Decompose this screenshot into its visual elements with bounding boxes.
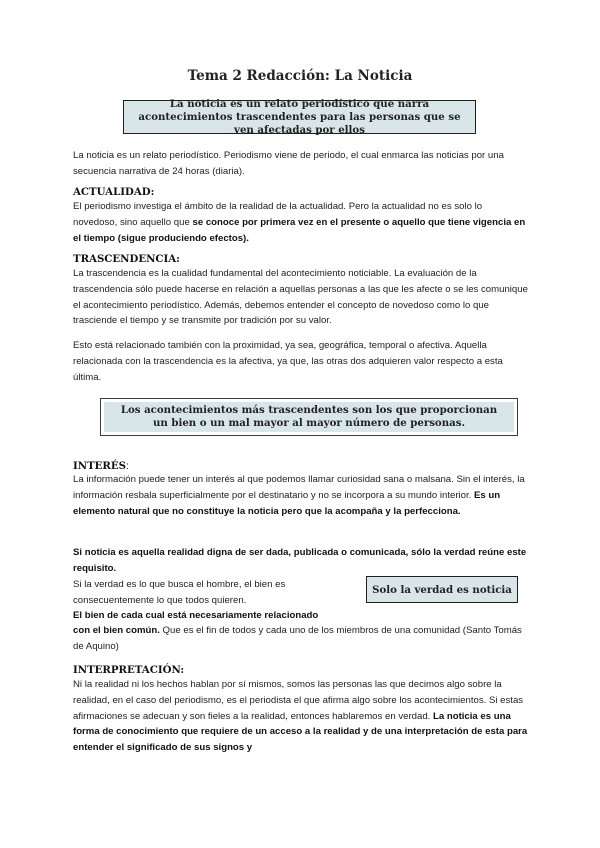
intro-paragraph: La noticia es un relato periodístico. Periodismo viene de periodo, el cual enmarca las noticias por una secuencia narrativa de 24 horas (diaria). [73,150,504,177]
interes-heading-text: INTERÉS [73,460,127,472]
interes-bold: Es un elemento natural que no constituye la noticia pero que la acompaña y la perfecciona. [73,489,501,517]
verdad-paragraph-tail [73,623,528,655]
verdad-bold-paragraph [73,545,528,577]
verdad-bold-2: El bien de cada cual está necesariamente relacionado [73,610,319,621]
actualidad-bold: se conoce por primera vez en el presente o aquello que tiene vigencia en el tiempo (sigue produciendo efectos). [73,216,526,244]
quote-box-text: Los acontecimientos más trascendentes son los que proporcionan un bien o un mal mayor al mayor número de personas. [104,402,514,432]
definition-box: La noticia es un relato periodístico que narra acontecimientos trascendentes para las personas que se ven afectadas por ellos [123,100,476,134]
actualidad-text: El periodismo investiga el ámbito de la realidad de la actualidad. Pero la actualidad no es solo lo novedoso, sino aquello que [73,201,483,228]
verdad-line-2: Si la verdad es lo que busca el hombre, el bien es [73,579,286,590]
trascendencia-paragraph-1: La trascendencia es la cualidad fundamental del acontecimiento noticiable. La evaluación de la trascendencia sólo puede hacerse en relación a aquellas personas a las que les afecte o se les comunique el acontecimiento periodístico. Además, debemos entender el concepto de novedoso como lo que trasciende el tiempo y se transmite por tradición por su valor. [73,268,528,327]
trascendencia-paragraph-2: Esto está relacionado también con la proximidad, ya sea, geográfica, temporal o afectiva. Aquella relacionada con la trascendencia es la afectiva, ya que, las otras dos adquieren valor respecto a esta última. [73,340,503,383]
page-title: Tema 2 Redacción: La Noticia [187,68,413,84]
verdad-bold-3: con el bien común. [73,625,160,636]
interpretacion-bold: La noticia es una forma de conocimiento que requiere de un acceso a la realidad y de una interpretación de esta para entender el significado de sus signos y [73,710,528,754]
interes-paragraph [73,472,528,519]
verdad-bold-1: Si noticia es aquella realidad digna de ser dada, publicada o comunicada, sólo la verdad reúne este requisito. [73,547,527,574]
verdad-line-3: consecuentemente lo que todos quieren. [73,595,247,606]
interes-text: La información puede tener un interés al que podemos llamar curiosidad sana o malsana. Sin el interés, la información resbala superficialmente por el destinatario y no se incorpora a su mundo interior. [73,474,525,501]
heading-interes [73,460,129,472]
actualidad-paragraph [73,199,528,246]
interpretacion-paragraph [73,677,528,756]
quote-box [100,398,518,436]
heading-trascendencia: TRASCENDENCIA: [73,253,180,265]
heading-actualidad: ACTUALIDAD: [73,186,155,198]
verdad-tail: Que es el fin de todos y cada uno de los miembros de una comunidad (Santo Tomás de Aquino) [73,625,522,652]
side-callout-box: Solo la verdad es noticia [366,576,518,603]
verdad-line-4 [73,608,363,624]
heading-interpretacion: INTERPRETACIÓN: [73,664,185,676]
interpretacion-text: Ni la realidad ni los hechos hablan por sí mismos, somos las personas las que decimos algo sobre la realidad, en el caso del periodismo, es el periodista el que afirma algo sobre los acontecimientos. Si estas afirmaciones se adecuan y son fieles a la realidad, entonces hablaremos en verdad. [73,679,524,722]
interes-heading-colon: : [126,461,129,472]
